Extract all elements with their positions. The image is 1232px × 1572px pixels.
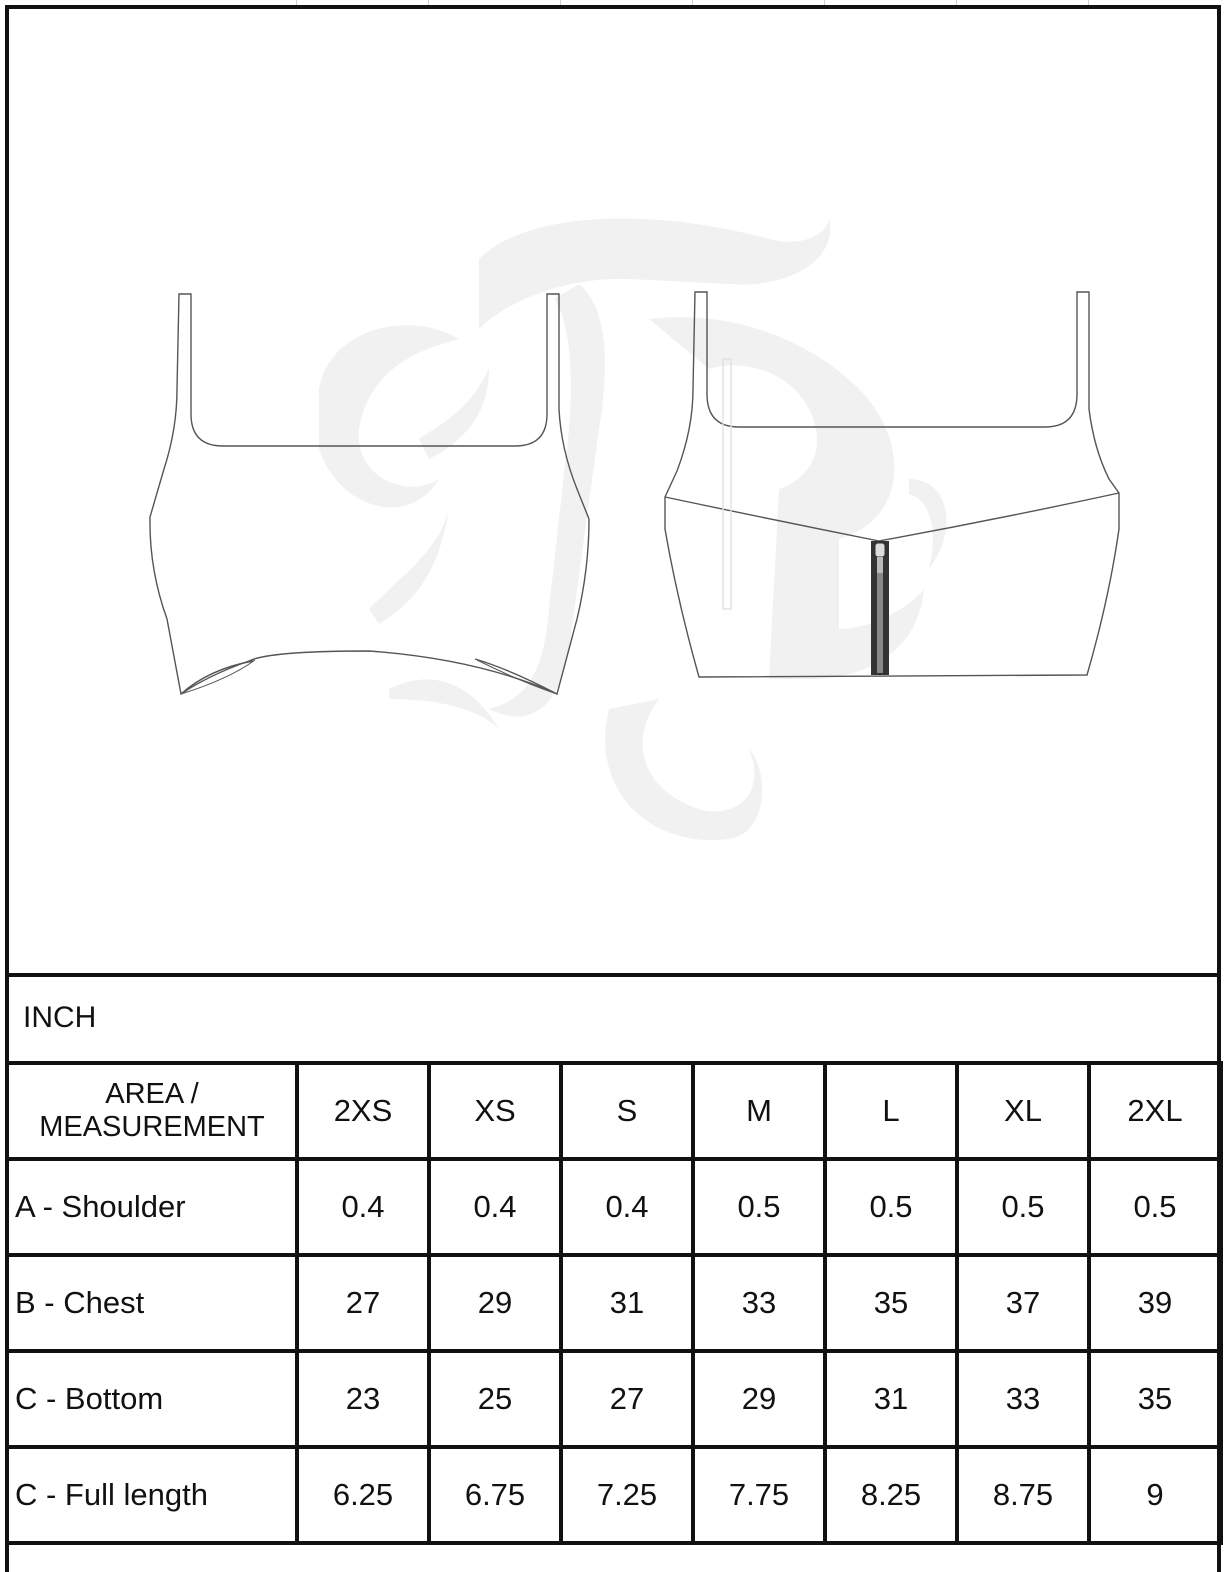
size-header: L	[825, 1063, 957, 1159]
table-cell: 37	[957, 1255, 1089, 1351]
table-cell: 0.4	[561, 1159, 693, 1255]
size-header-row	[7, 1063, 1221, 1159]
table-row	[7, 1159, 1221, 1255]
table-cell: 25	[429, 1351, 561, 1447]
table-cell: 27	[561, 1351, 693, 1447]
row-label: A - Shoulder	[7, 1159, 297, 1255]
unit-label: INCH	[23, 1001, 97, 1034]
table-cell: 29	[693, 1351, 825, 1447]
size-chart-sheet	[5, 5, 1221, 1572]
table-cell: 29	[429, 1255, 561, 1351]
table-cell: 6.75	[429, 1447, 561, 1543]
table-cell: 8.75	[957, 1447, 1089, 1543]
size-header: 2XL	[1089, 1063, 1221, 1159]
table-cell: 23	[297, 1351, 429, 1447]
row-label: C - Full length	[7, 1447, 297, 1543]
table-cell: 6.25	[297, 1447, 429, 1543]
size-table	[5, 1061, 1223, 1545]
table-cell: 0.5	[693, 1159, 825, 1255]
size-header: 2XS	[297, 1063, 429, 1159]
size-header: XL	[957, 1063, 1089, 1159]
unit-row	[9, 973, 1217, 1061]
table-cell: 7.75	[693, 1447, 825, 1543]
table-cell: 0.5	[957, 1159, 1089, 1255]
table-cell: 8.25	[825, 1447, 957, 1543]
table-cell: 33	[693, 1255, 825, 1351]
table-row	[7, 1447, 1221, 1543]
table-cell: 0.5	[825, 1159, 957, 1255]
watermark-monogram	[319, 219, 946, 841]
table-cell: 0.4	[297, 1159, 429, 1255]
area-measurement-header	[7, 1063, 297, 1159]
table-cell: 39	[1089, 1255, 1221, 1351]
size-header: M	[693, 1063, 825, 1159]
table-cell: 35	[825, 1255, 957, 1351]
table-cell: 9	[1089, 1447, 1221, 1543]
size-header: S	[561, 1063, 693, 1159]
table-cell: 33	[957, 1351, 1089, 1447]
area-measurement-label: AREA / MEASUREMENT	[39, 1078, 265, 1143]
table-cell: 35	[1089, 1351, 1221, 1447]
row-label: C - Bottom	[7, 1351, 297, 1447]
table-cell: 0.4	[429, 1159, 561, 1255]
table-cell: 31	[825, 1351, 957, 1447]
table-cell: 31	[561, 1255, 693, 1351]
size-header: XS	[429, 1063, 561, 1159]
garment-illustration	[9, 9, 1217, 973]
zipper-icon	[871, 541, 889, 675]
table-cell: 27	[297, 1255, 429, 1351]
table-cell: 7.25	[561, 1447, 693, 1543]
table-cell: 0.5	[1089, 1159, 1221, 1255]
table-row	[7, 1255, 1221, 1351]
row-label: B - Chest	[7, 1255, 297, 1351]
table-row	[7, 1351, 1221, 1447]
